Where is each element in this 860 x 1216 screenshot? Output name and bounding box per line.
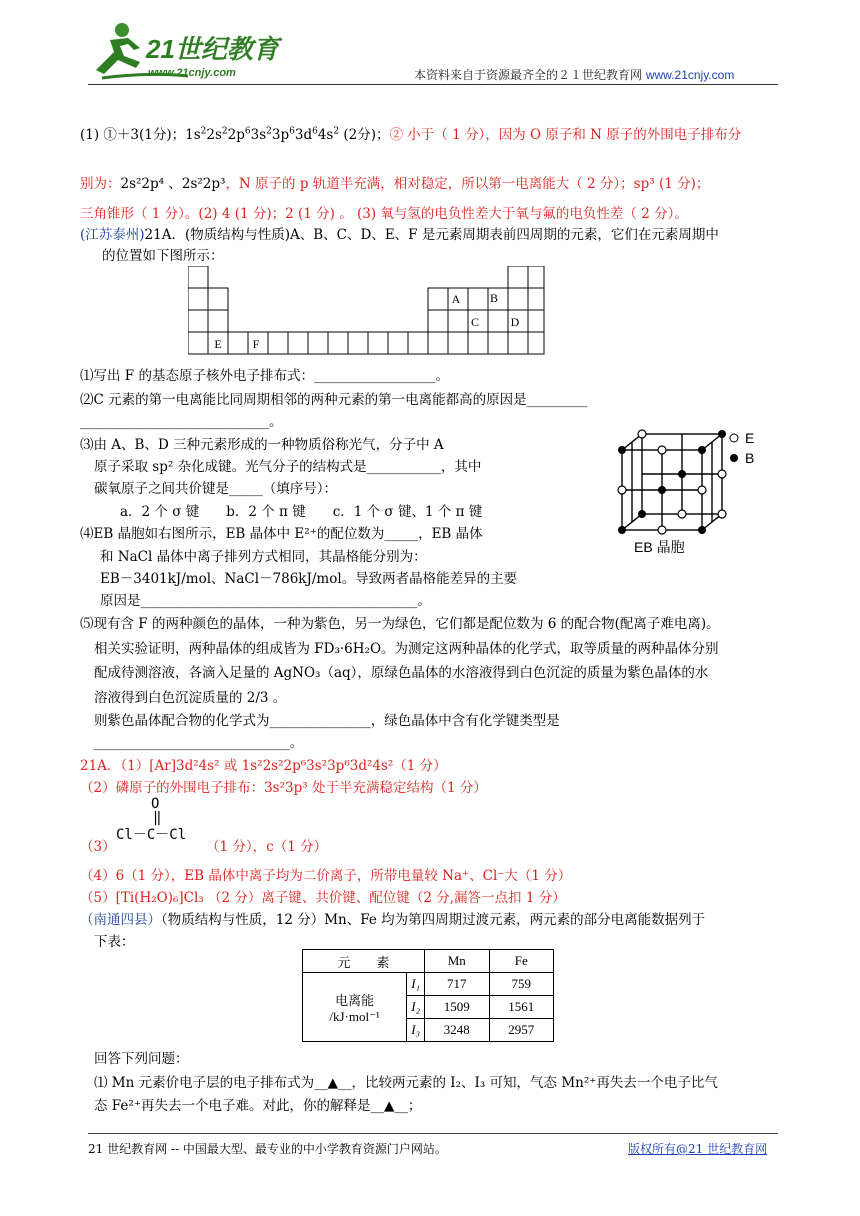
q21-q5b: 相关实验证明，两种晶体的组成皆为 FD₃·6H₂O。为测定这两种晶体的化学式，取等质量的两种晶体分别	[94, 641, 719, 657]
answer21-a3-prefix: （3）	[80, 839, 116, 855]
footer-left: 21 世纪教育网 -- 中国最大型、最专业的中小学教育资源门户网站。	[88, 1142, 447, 1156]
eb-unit-cell-diagram	[612, 428, 762, 558]
q21-q1: ⑴写出 F 的基态原子核外电子排布式：__________________。	[80, 368, 449, 384]
cube-caption: EB 晶胞	[634, 539, 685, 555]
cube-legend-E: E	[745, 430, 755, 446]
cell-D: D	[510, 315, 520, 329]
header-fe: Fe	[489, 950, 553, 973]
cell-E: E	[214, 337, 222, 351]
cell-fe: 2957	[489, 1019, 553, 1042]
source-link[interactable]: www.21cnjy.com	[645, 68, 735, 82]
answer1-line3: 三角锥形（ 1 分）。(2) 4 (1 分)；2 (1 分) 。 (3) 氧与氢的电负性差大于氧与氟的电负性差（ 2 分）。	[80, 206, 688, 222]
cell-i: I₁	[407, 973, 425, 996]
answer21-a3-suffix: （1 分），c（1 分）	[206, 839, 328, 855]
answer1-red-b: 别为：	[80, 176, 121, 192]
answer1-red-a: ② 小于（ 1 分），因为 O 原子和 N 原子的外围电子排布分	[389, 127, 742, 143]
footer-copyright-link[interactable]: 版权所有@21 世纪教育网	[628, 1142, 768, 1156]
answer21-a2: （2）磷原子的外围电子排布：3s²3p³ 处于半充满稳定结构（1 分）	[80, 780, 487, 796]
q21-intro2: 的位置如下图所示：	[102, 248, 224, 264]
q21-q5a: ⑸现有含 F 的两种颜色的晶体，一种为紫色，另一为绿色，它们都是配位数为 6 的配合物(配离子难电离)。	[80, 616, 720, 632]
answer1-line1: (1) ①＋3(1分)；$1s^22s^22p^63s^23p^63d^64s^2$ (2分)；② 小于（ 1 分），因为 O 原子和 N 原子的外围电子排布分	[80, 126, 742, 143]
q21-q3c: 碳氧原子之间共价键是_____（填序号）：	[94, 481, 337, 497]
q21-q3d: a．2 个 σ 键 b．2 个 π 键 c．1 个 σ 键、1 个 π 键	[120, 504, 483, 520]
nantong-source-tag: （南通四县）	[80, 912, 161, 928]
q21-q3a: ⑶由 A、B、D 三种元素形成的一种物质俗称光气，分子中 A	[80, 437, 444, 453]
q21-intro-text: 21A．(物质结构与性质)A、B、C、D、E、F 是元素周期表前四周期的元素，它们在元素周期中	[144, 227, 719, 243]
row-label-2: /kJ·mol⁻¹	[329, 1008, 380, 1024]
nantong-intro2: 下表：	[94, 934, 135, 950]
cell-mn: 3248	[425, 1019, 489, 1042]
logo-text: 21世纪教育	[146, 34, 279, 64]
answer1-text-b: (2分)；	[343, 127, 390, 143]
q21-q5c: 配成待测溶液，各滴入足量的 AgNO₃（aq），原绿色晶体的水溶液得到白色沉淀的质量为紫色晶体的水	[94, 665, 709, 681]
q21-q5f: _____________________________。	[94, 735, 304, 751]
cell-i: I₃	[407, 1019, 425, 1042]
cell-B: B	[489, 291, 499, 305]
table-row	[303, 973, 554, 996]
cell-i: I₂	[407, 996, 425, 1019]
source-line	[414, 66, 734, 83]
periodic-table-diagram	[188, 266, 548, 362]
q21-intro	[80, 223, 719, 243]
q21-q4d: 原因是_________________________________________。	[100, 593, 431, 609]
header-mn: Mn	[425, 950, 489, 973]
nantong-q1a: ⑴ Mn 元素价电子层的电子排布式为__▲__，比较两元素的 I₂、I₃ 可知，气态 Mn²⁺再失去一个电子比气	[94, 1075, 718, 1091]
ionization-energy-table	[302, 949, 554, 1042]
row-label-1: 电离能	[335, 992, 375, 1008]
q21-q3b: 原子采取 sp² 杂化成键。光气分子的结构式是___________，其中	[94, 459, 482, 475]
q21-q4a: ⑷EB 晶胞如右图所示，EB 晶体中 E²⁺的配位数为_____，EB 晶体	[80, 526, 483, 542]
row-label	[303, 973, 407, 1042]
nantong-intro-text: （物质结构与性质，12 分）Mn、Fe 均为第四周期过渡元素，两元素的部分电离能数据列于	[161, 912, 706, 928]
cell-fe: 1561	[489, 996, 553, 1019]
q21-source-tag: (江苏泰州)	[80, 227, 145, 243]
answer1-line2	[80, 172, 709, 192]
answer1-text-a: (1) ①＋3(1分)；1s	[80, 127, 201, 143]
structure-oxygen: O	[151, 796, 160, 812]
answer1-config: 2s²2p⁴ 、2s²2p³	[120, 176, 226, 192]
cell-mn: 1509	[425, 996, 489, 1019]
answer21-a5: （5）[Ti(H₂O)₆]Cl₃ （2 分）离子键、共价键、配位键（2 分,漏答一点扣 1 分）	[80, 890, 566, 906]
cell-fe: 759	[489, 973, 553, 996]
runner-logo-icon	[88, 18, 288, 84]
nantong-intro	[80, 908, 705, 928]
table-header-row	[303, 950, 554, 973]
q21-q2a: ⑵C 元素的第一电离能比同周期相邻的两种元素的第一电离能都高的原因是_________	[80, 392, 588, 408]
structure-main: Cl－C－Cl	[116, 827, 187, 843]
answer21-a1: 21A．（1）[Ar]3d²4s² 或 1s²2s²2p⁶3s²3p⁶3d²4s²（1 分）	[80, 758, 447, 774]
answer1-red-c: ，N 原子的 p 轨道半充满，相对稳定，所以第一电离能大（ 2 分）；sp³ (1 分)；	[225, 176, 710, 192]
site-logo	[88, 18, 288, 84]
q21-q5e: 则紫色晶体配合物的化学式为_______________，绿色晶体中含有化学键类型是	[94, 713, 560, 729]
cell-C: C	[470, 315, 480, 329]
source-prefix: 本资料来自于资源最齐全的２１世纪教育网	[414, 68, 643, 82]
logo-url: www.21cnjy.com	[148, 67, 236, 79]
footer-divider	[88, 1133, 778, 1134]
answer21-a4: （4）6（1 分），EB 晶体中离子均为二价离子，所带电量较 Na⁺、Cl⁻大（1 分）	[80, 868, 572, 884]
q21-q4c: EB－3401kJ/mol、NaCl－786kJ/mol。导致两者晶格能差异的主要	[100, 571, 518, 587]
cell-A: A	[451, 292, 461, 306]
q21-q5d: 溶液得到白色沉淀质量的 2/3 。	[94, 690, 287, 706]
cell-F: F	[252, 337, 260, 351]
nantong-q1b: 态 Fe²⁺再失去一个电子难。对此，你的解释是__▲__；	[94, 1098, 422, 1114]
q21-q4b: 和 NaCl 晶体中离子排列方式相同，其晶格能分别为：	[100, 549, 427, 565]
phosgene-structure	[116, 796, 186, 844]
header-element: 元 素	[303, 950, 425, 973]
cell-mn: 717	[425, 973, 489, 996]
double-bond-icon: ‖	[153, 810, 162, 826]
cube-legend-B: B	[745, 450, 755, 466]
header-divider	[88, 84, 778, 85]
q21-q2b: ____________________________。	[80, 414, 283, 430]
nantong-ask: 回答下列问题：	[94, 1051, 189, 1067]
